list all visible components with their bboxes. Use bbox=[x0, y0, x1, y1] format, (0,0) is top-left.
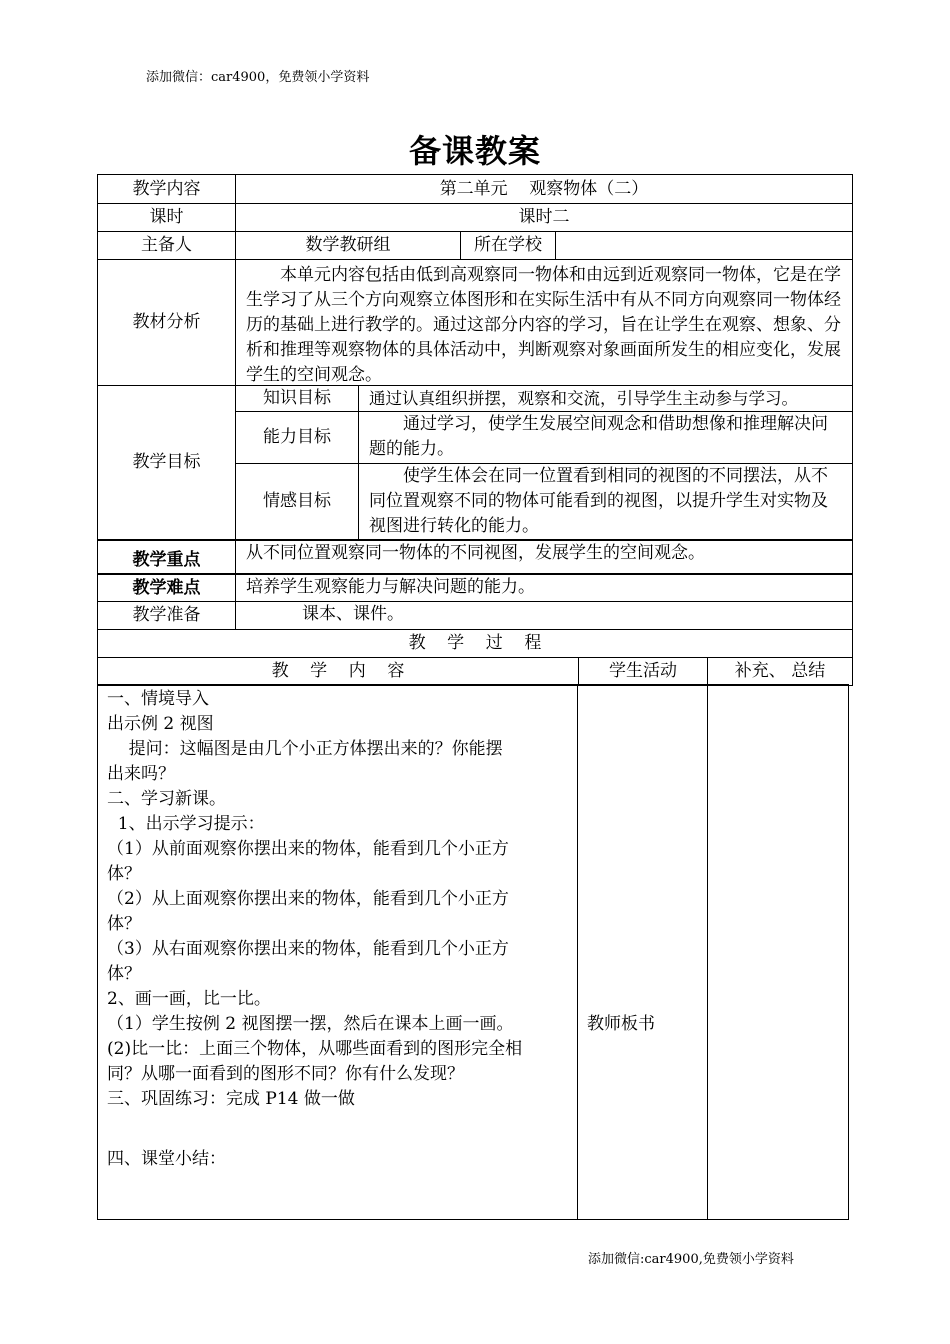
label-difficulty: 教学难点 bbox=[132, 577, 201, 598]
col-content: 教 学 内 容 bbox=[271, 661, 405, 681]
col-summary: 补充、 总结 bbox=[707, 658, 852, 685]
process-line: 体？ bbox=[107, 864, 141, 884]
row-key bbox=[97, 540, 853, 574]
text-knowledge: 通过认真组织拼摆，观察和交流，引导学生主动参与学习。 bbox=[358, 386, 852, 411]
process-body bbox=[97, 684, 849, 1220]
process-line: 一、情境导入 bbox=[107, 689, 209, 709]
process-line: 同？从哪一面看到的图形不同？你有什么发现？ bbox=[107, 1064, 464, 1084]
text-emotion: 使学生体会在同一位置看到相同的视图的不同摆法，从不同位置观察不同的物体可能看到的视图，以提升学生对实物及视图进行转化的能力。 bbox=[358, 463, 852, 539]
row-period bbox=[97, 204, 853, 232]
process-line: （1）从前面观察你摆出来的物体，能看到几个小正方 bbox=[107, 839, 509, 859]
row-preparer bbox=[97, 232, 853, 260]
label-analysis: 教材分析 bbox=[132, 312, 201, 332]
header-note: 添加微信：car4900，免费领小学资料 bbox=[146, 70, 370, 85]
activity-text: 教师板书 bbox=[587, 1014, 655, 1034]
row-difficulty bbox=[97, 574, 853, 602]
label-preparer: 主备人 bbox=[141, 235, 192, 255]
text-key: 从不同位置观察同一物体的不同视图，发展学生的空间观念。 bbox=[235, 541, 852, 573]
text-prep: 课本、课件。 bbox=[235, 602, 852, 629]
text-ability: 通过学习，使学生发展空间观念和借助想像和推理解决问题的能力。 bbox=[358, 411, 852, 463]
page-title: 备课教案 bbox=[408, 132, 541, 170]
label-goals: 教学目标 bbox=[132, 452, 201, 472]
value-period: 课时二 bbox=[235, 204, 852, 231]
label-key: 教学重点 bbox=[132, 549, 201, 570]
process-line: 体？ bbox=[107, 914, 141, 934]
value-school bbox=[555, 232, 852, 259]
process-line: （3）从右面观察你摆出来的物体，能看到几个小正方 bbox=[107, 939, 509, 959]
row-goals bbox=[97, 386, 853, 540]
text-analysis: 本单元内容包括由低到高观察同一物体和由远到近观察同一物体，它是在学生学习了从三个方向观察立体图形和在实际生活中有从不同方向观察同一物体经历的基础上进行教学的。通过这部分内容的学习，旨在让学生在观察、想象、分析和推理等观察物体的具体活动中，判断观察对象画面所发生的相应变化，发展学生的空间观念。 bbox=[235, 260, 852, 385]
value-preparer: 数学教研组 bbox=[235, 232, 460, 259]
label-school: 所在学校 bbox=[460, 232, 555, 259]
process-line: （2）从上面观察你摆出来的物体，能看到几个小正方 bbox=[107, 889, 509, 909]
row-prep bbox=[97, 602, 853, 630]
label-content: 教学内容 bbox=[132, 178, 201, 199]
label-period: 课时 bbox=[149, 207, 184, 227]
process-line: 出来吗？ bbox=[107, 764, 175, 784]
label-emotion: 情感目标 bbox=[235, 463, 358, 539]
process-line: 三、巩固练习：完成 P14 做一做 bbox=[107, 1089, 355, 1109]
process-line: 体？ bbox=[107, 964, 141, 984]
process-line: 四、课堂小结： bbox=[107, 1149, 226, 1169]
process-line: （1）学生按例 2 视图摆一摆，然后在课本上画一画。 bbox=[107, 1014, 514, 1034]
row-process-header bbox=[97, 630, 853, 658]
process-line: 2、画一画，比一比。 bbox=[107, 989, 271, 1009]
label-knowledge: 知识目标 bbox=[235, 386, 358, 411]
row-process-cols bbox=[97, 658, 853, 686]
process-line: 出示例 2 视图 bbox=[107, 714, 214, 734]
process-line: 二、学习新课。 bbox=[107, 789, 226, 809]
process-line: 提问：这幅图是由几个小正方体摆出来的？你能摆 bbox=[107, 739, 503, 759]
process-header: 教 学 过 程 bbox=[408, 633, 542, 653]
col-activity: 学生活动 bbox=[578, 658, 707, 685]
footer-note: 添加微信:car4900,免费领小学资料 bbox=[588, 1252, 794, 1267]
value-content: 第二单元 观察物体（二） bbox=[235, 175, 852, 203]
label-prep: 教学准备 bbox=[132, 605, 201, 625]
process-line: (2)比一比：上面三个物体，从哪些面看到的图形完全相 bbox=[107, 1039, 523, 1059]
row-analysis bbox=[97, 260, 853, 386]
row-content bbox=[97, 174, 853, 204]
label-ability: 能力目标 bbox=[235, 411, 358, 463]
lesson-plan-table bbox=[97, 174, 853, 686]
text-difficulty: 培养学生观察能力与解决问题的能力。 bbox=[235, 575, 852, 601]
process-line: 1、出示学习提示： bbox=[107, 814, 265, 834]
